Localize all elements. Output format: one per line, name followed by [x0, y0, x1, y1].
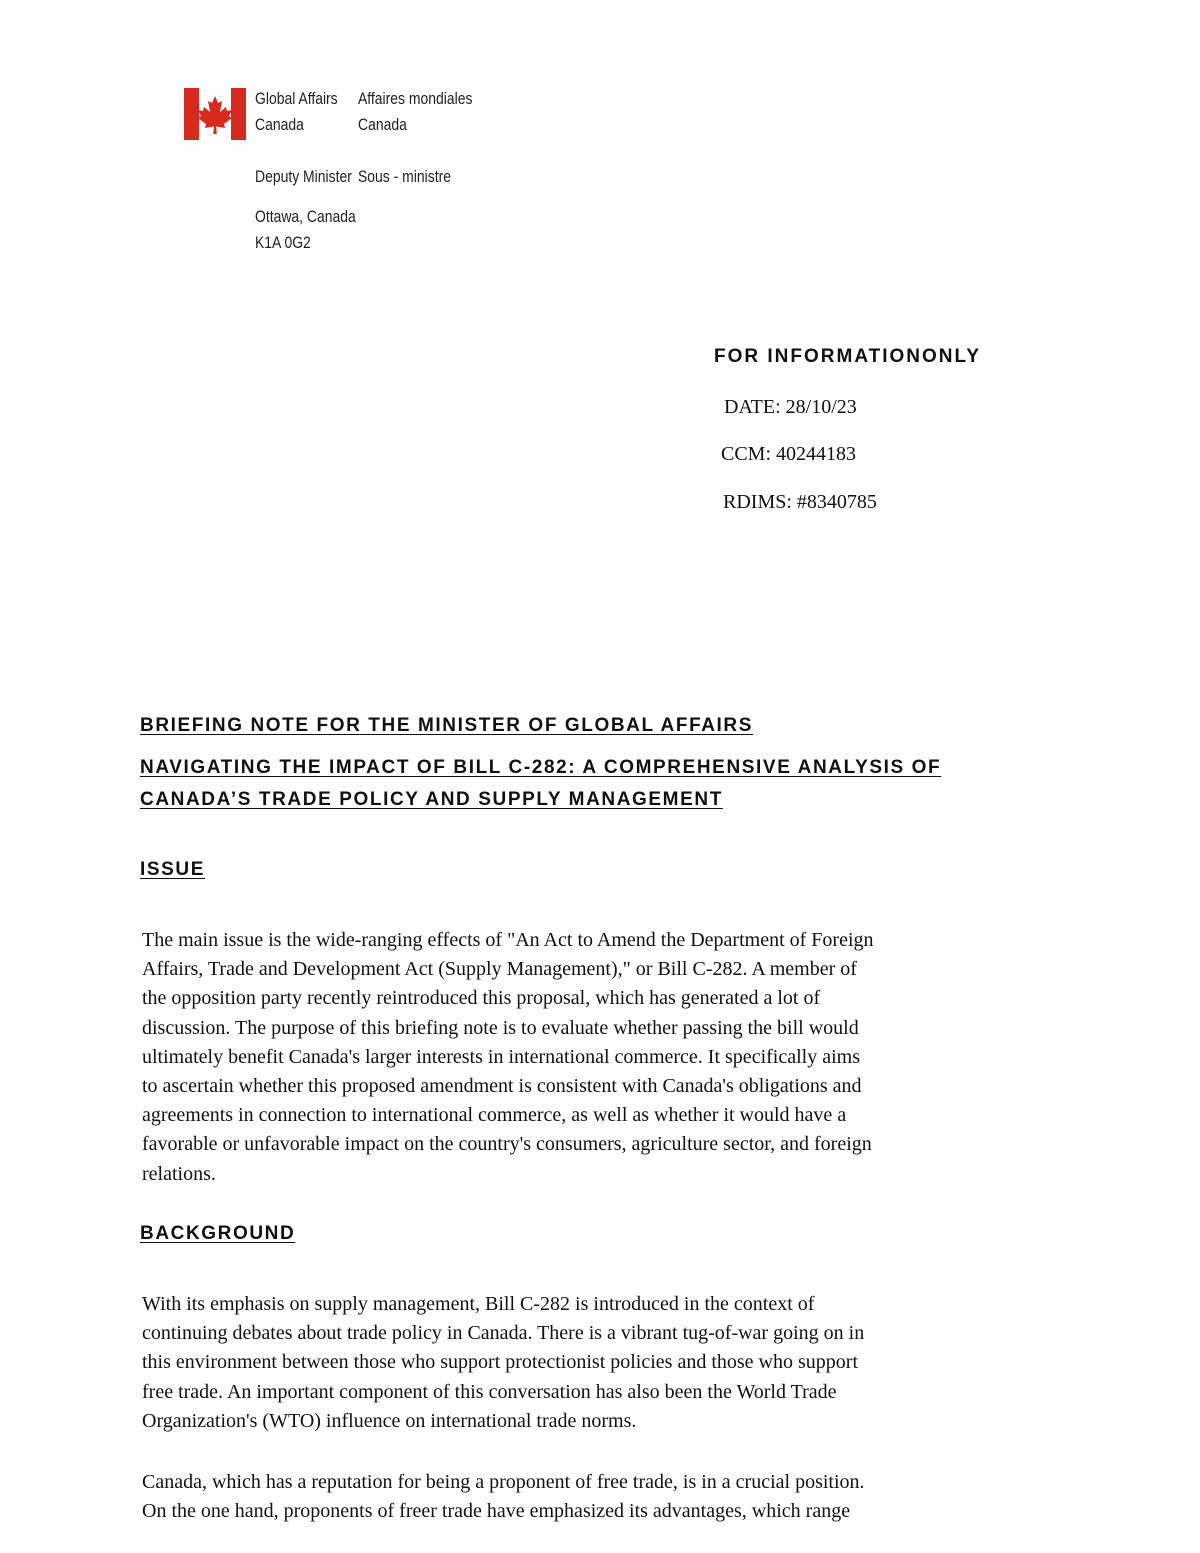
org-name-french [358, 86, 498, 138]
org-name-english-line1: Global Affairs [255, 89, 338, 108]
paragraph-line: continuing debates about trade policy in Canada. There is a vibrant tug-of-war going on in [142, 1322, 865, 1345]
paragraph-line: agreements in connection to international commerce, as well as whether it would have a [142, 1104, 847, 1127]
paragraph-line: On the one hand, proponents of freer trade have emphasized its advantages, which range [142, 1500, 851, 1523]
ccm-number: CCM: 40244183 [721, 443, 857, 465]
paragraph-line: discussion. The purpose of this briefing note is to evaluate whether passing the bill would [142, 1016, 859, 1039]
paragraph-line: Canada, which has a reputation for being a proponent of free trade, is in a crucial position. [142, 1471, 865, 1493]
background-paragraph-2 [142, 1468, 1022, 1526]
paragraph-line: The main issue is the wide-ranging effects of "An Act to Amend the Department of Foreign [142, 929, 874, 951]
office-french: Sous - ministre [358, 167, 451, 186]
org-name-french-line2: Canada [358, 115, 407, 134]
paragraph-line: this environment between those who support protectionist policies and those who support [142, 1351, 858, 1374]
paragraph-line: favorable or unfavorable impact on the country's consumers, agriculture sector, and foreign [142, 1133, 872, 1156]
paragraph-line: With its emphasis on supply management, Bill C-282 is introduced in the context of [142, 1293, 815, 1315]
org-name-french-line1: Affaires mondiales [358, 89, 473, 108]
issue-paragraph [142, 926, 1022, 1189]
paragraph-line: the opposition party recently reintroduced this proposal, which has generated a lot of [142, 987, 821, 1010]
classification-label: FOR INFORMATIONONLY [714, 346, 982, 367]
document-title-line3: CANADA’S TRADE POLICY AND SUPPLY MANAGEMENT [140, 789, 723, 810]
address-line2: K1A 0G2 [255, 233, 311, 252]
background-heading: BACKGROUND [140, 1223, 296, 1244]
background-paragraph-1 [142, 1290, 1022, 1436]
document-title-line2: NAVIGATING THE IMPACT OF BILL C-282: A COMPREHENSIVE ANALYSIS OF [140, 757, 942, 778]
org-name-english [255, 86, 355, 138]
paragraph-line: free trade. An important component of this conversation has also been the World Trade [142, 1380, 837, 1403]
office-english: Deputy Minister [255, 167, 352, 186]
paragraph-line: Affairs, Trade and Development Act (Supply Management)," or Bill C-282. A member of [142, 958, 857, 981]
canada-flag-icon [184, 88, 246, 140]
paragraph-line: relations. [142, 1162, 216, 1185]
address-line1: Ottawa, Canada [255, 207, 356, 226]
paragraph-line: ultimately benefit Canada's larger interests in international commerce. It specifically aims [142, 1045, 860, 1068]
address [255, 204, 378, 256]
issue-heading: ISSUE [140, 859, 206, 880]
date-field: DATE: 28/10/23 [724, 396, 857, 418]
paragraph-line: to ascertain whether this proposed amendment is consistent with Canada's obligations and [142, 1075, 862, 1098]
document-title-line1: BRIEFING NOTE FOR THE MINISTER OF GLOBAL AFFAIRS [140, 715, 754, 736]
rdims-number: RDIMS: #8340785 [723, 491, 877, 513]
org-name-english-line2: Canada [255, 115, 304, 134]
paragraph-line: Organization's (WTO) influence on international trade norms. [142, 1409, 637, 1432]
